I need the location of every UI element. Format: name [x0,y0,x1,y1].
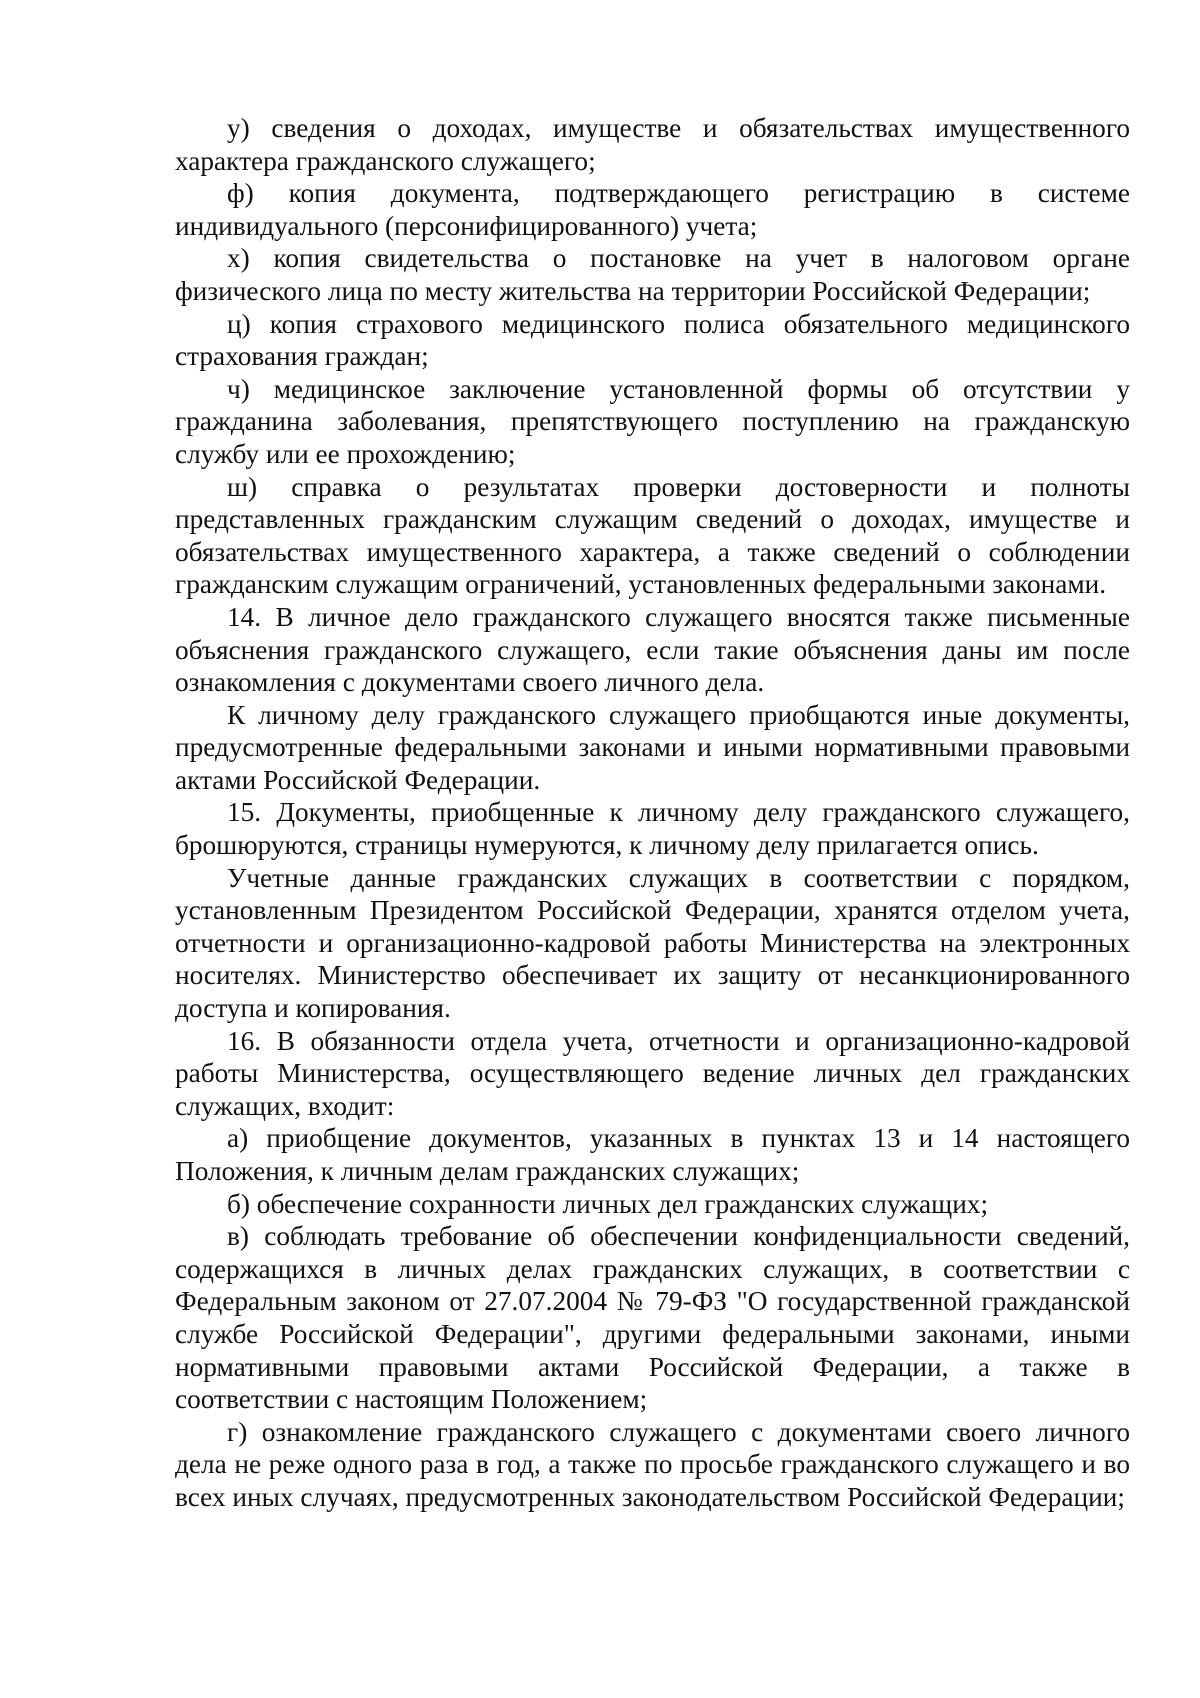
paragraph-14: 14. В личное дело гражданского служащего вносятся также письменные объяснения гражданского служащего, если такие объяснения даны им после ознакомления с документами своего личного дела. [175,601,1130,698]
paragraph-16: 16. В обязанности отдела учета, отчетности и организационно-кадровой работы Министерства, осуществляющего ведение личных дел гражданских служащих, входит: [175,1025,1130,1121]
document-page [175,112,1130,1514]
paragraph-sh: ш) справка о результатах проверки достоверности и полноты представленных гражданским служащим сведений о доходах, имуществе и обязательствах имущественного характера, а также сведений о соблюдении гражданским служащим ограничений, установленных федеральными законами. [175,471,1130,600]
paragraph-f: ф) копия документа, подтверждающего регистрацию в системе индивидуального (персонифицированного) учета; [175,178,1130,241]
paragraph-ch: ч) медицинское заключение установленной формы об отсутствии у гражданина заболевания, препятствующего поступлению на гражданскую службу или ее прохождению; [175,373,1130,469]
paragraph-ts: ц) копия страхового медицинского полиса обязательного медицинского страхования граждан; [175,308,1130,372]
paragraph-u: у) сведения о доходах, имуществе и обязательствах имущественного характера гражданского служащего; [175,113,1130,176]
paragraph-14-additional: К личному делу гражданского служащего приобщаются иные документы, предусмотренные федеральными законами и иными нормативными правовыми актами Российской Федерации. [175,699,1130,795]
paragraph-15: 15. Документы, приобщенные к личному делу гражданского служащего, брошюруются, страницы нумеруются, к личному делу прилагается опись. [175,797,1130,861]
paragraph-16-a: а) приобщение документов, указанных в пунктах 13 и 14 настоящего Положения, к личным делам гражданских служащих; [175,1123,1130,1186]
paragraph-16-g: г) ознакомление гражданского служащего с документами своего личного дела не реже одного раза в год, а также по просьбе гражданского служащего и во всех иных случаях, предусмотренных законодательством Российской Федерации; [175,1416,1130,1512]
paragraph-16-b: б) обеспечение сохранности личных дел гражданских служащих; [227,1188,989,1219]
paragraph-kh: х) копия свидетельства о постановке на учет в налоговом органе физического лица по месту жительства на территории Российской Федерации; [175,243,1130,306]
paragraph-15-records: Учетные данные гражданских служащих в соответствии с порядком, установленным Президентом Российской Федерации, хранятся отделом учета, отчетности и организационно-кадровой работы Министерства на электронных носителях. Министерство обеспечивает их защиту от несанкционированного доступа и копирования. [175,862,1130,1024]
paragraph-16-v: в) соблюдать требование об обеспечении конфиденциальности сведений, содержащихся в личных делах гражданских служащих, в соответствии с Федеральным законом от 27.07.2004 № 79-ФЗ "О государственной гражданской службе Российской Федерации", другими федеральными законами, иными нормативными правовыми актами Российской Федерации, а также в соответствии с настоящим Положением; [175,1221,1130,1415]
